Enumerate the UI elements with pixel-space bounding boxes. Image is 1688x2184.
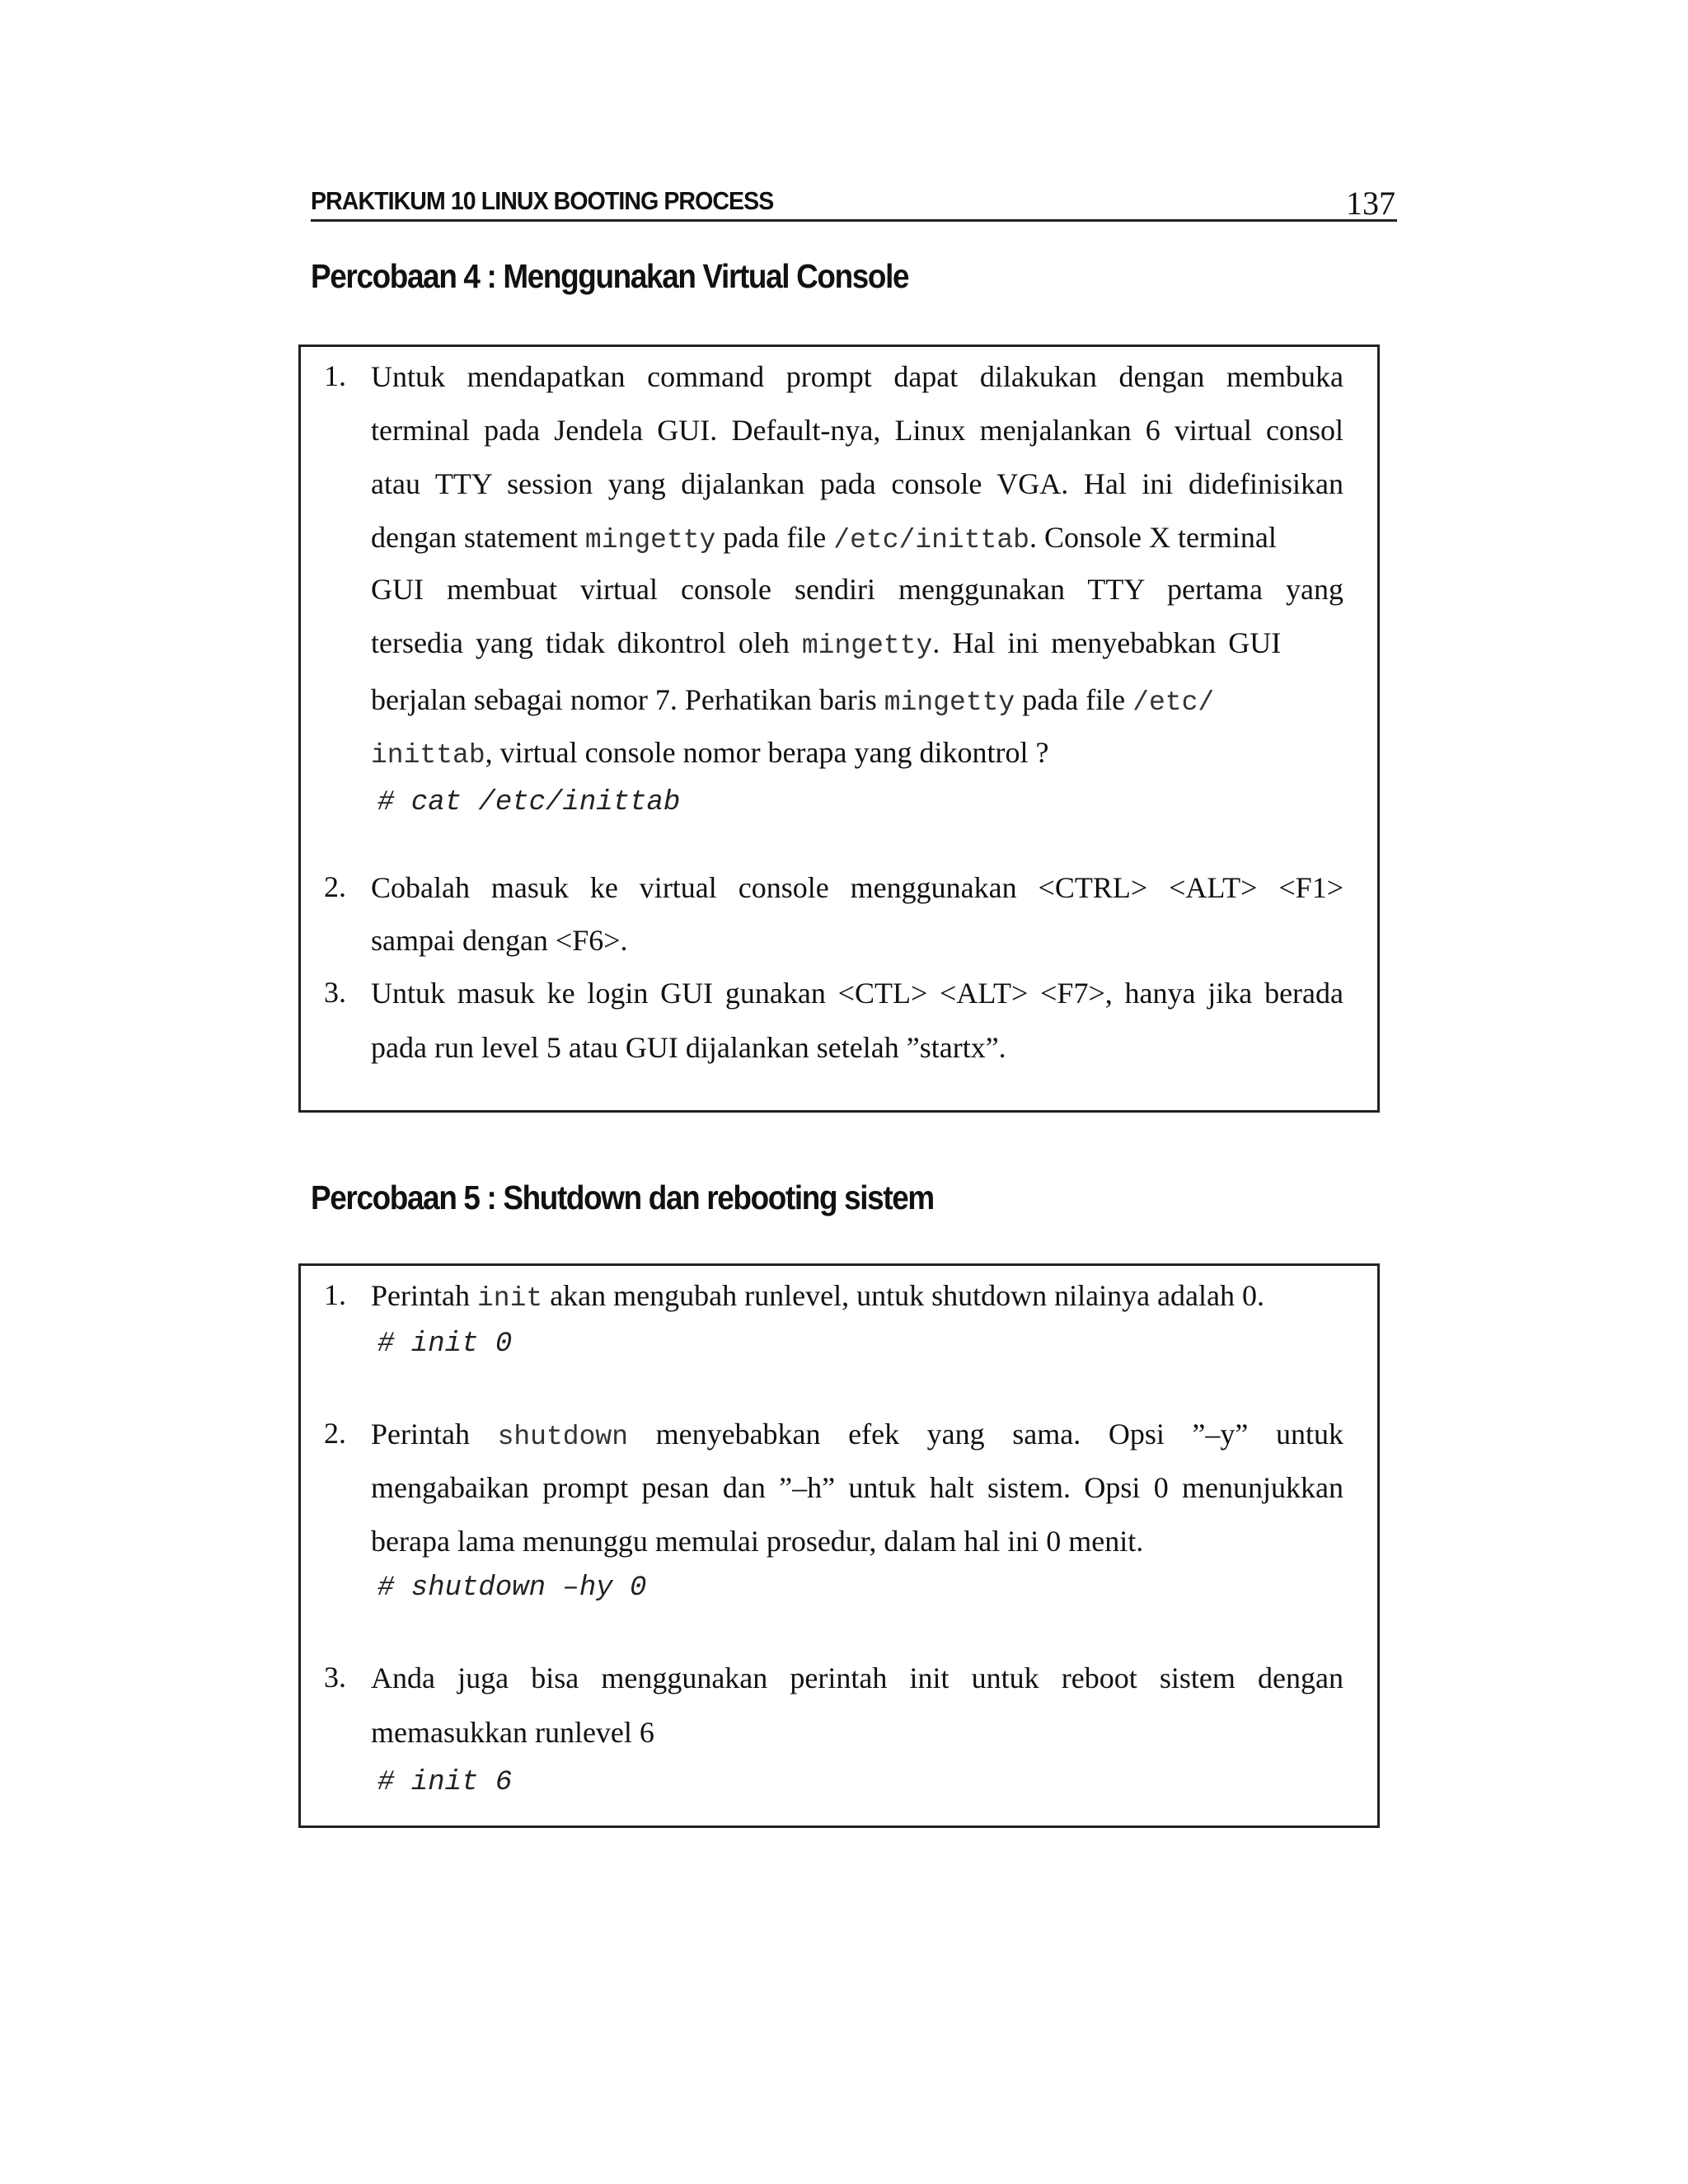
text-line: terminal pada Jendela GUI. Default-nya, Linux menjalankan 6 virtual consol — [371, 414, 1343, 447]
text-line: berjalan sebagai nomor 7. Perhatikan baris mingetty pada file /etc/ — [371, 683, 1215, 718]
command-line: # shutdown –hy 0 — [377, 1572, 647, 1604]
page-number: 137 — [1346, 185, 1395, 222]
item-number: 1. — [324, 359, 346, 392]
item-number: 3. — [324, 1661, 346, 1694]
item-number: 1. — [324, 1278, 346, 1311]
text-line: Untuk masuk ke login GUI gunakan <CTL> <ALT> <F7>, hanya jika berada — [371, 977, 1343, 1010]
item-number: 2. — [324, 1417, 346, 1450]
section-4-box — [298, 344, 1380, 1113]
section-4-heading: Percobaan 4 : Menggunakan Virtual Console — [311, 257, 909, 295]
text-line: dengan statement mingetty pada file /etc/inittab. Console X terminal — [371, 521, 1277, 555]
text-line: pada run level 5 atau GUI dijalankan setelah ”startx”. — [371, 1031, 1006, 1064]
text-line: Anda juga bisa menggunakan perintah init untuk reboot sistem dengan — [371, 1661, 1343, 1694]
page-header — [311, 185, 1397, 222]
section-5-heading: Percobaan 5 : Shutdown dan rebooting sistem — [311, 1179, 934, 1216]
command-line: # init 6 — [377, 1767, 513, 1798]
header-title: PRAKTIKUM 10 LINUX BOOTING PROCESS — [311, 186, 774, 215]
item-number: 3. — [324, 976, 346, 1009]
text-line: memasukkan runlevel 6 — [371, 1716, 654, 1749]
text-line: Untuk mendapatkan command prompt dapat dilakukan dengan membuka — [371, 360, 1343, 393]
text-line: berapa lama menunggu memulai prosedur, dalam hal ini 0 menit. — [371, 1525, 1144, 1558]
command-line: # init 0 — [377, 1329, 513, 1360]
text-line: mengabaikan prompt pesan dan ”–h” untuk halt sistem. Opsi 0 menunjukkan — [371, 1471, 1343, 1504]
text-line: Cobalah masuk ke virtual console menggunakan <CTRL> <ALT> <F1> — [371, 871, 1343, 904]
command-line: # cat /etc/inittab — [377, 787, 681, 818]
text-line: atau TTY session yang dijalankan pada console VGA. Hal ini didefinisikan — [371, 467, 1343, 500]
text-line: tersedia yang tidak dikontrol oleh mingetty. Hal ini menyebabkan GUI — [371, 626, 1282, 661]
text-line: inittab, virtual console nomor berapa yang dikontrol ? — [371, 736, 1049, 771]
item-number: 2. — [324, 870, 346, 903]
text-line: sampai dengan <F6>. — [371, 924, 628, 957]
text-line: Perintah init akan mengubah runlevel, untuk shutdown nilainya adalah 0. — [371, 1279, 1264, 1314]
text-line: GUI membuat virtual console sendiri menggunakan TTY pertama yang — [371, 573, 1343, 606]
text-line: Perintah shutdown menyebabkan efek yang sama. Opsi ”–y” untuk — [371, 1418, 1343, 1452]
section-5-box — [298, 1263, 1380, 1828]
